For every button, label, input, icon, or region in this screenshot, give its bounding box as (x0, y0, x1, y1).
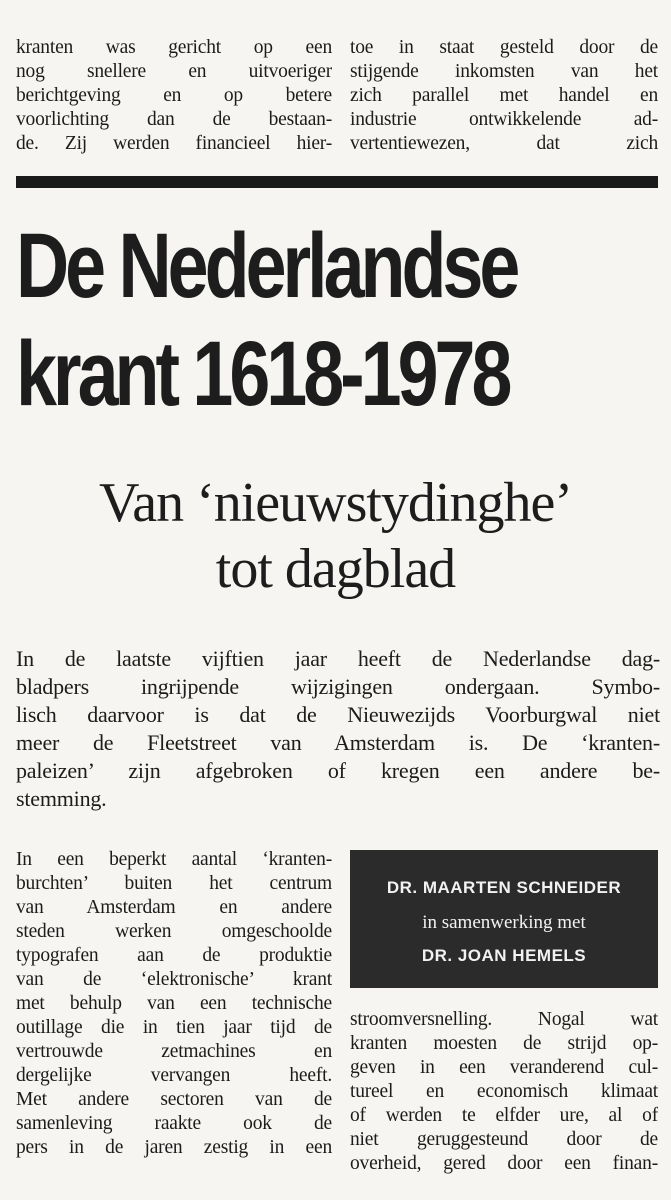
text-line: pers in de jaren zestig in een (16, 1137, 332, 1158)
text-line: voorlichting dan de bestaan- (16, 109, 332, 130)
subheadline-line-1: Van ‘nieuwstydinghe’ (98, 472, 572, 534)
co-author-name: DR. JOAN HEMELS (421, 946, 587, 965)
text-line: stroomversnelling. Nogal wat (350, 1009, 658, 1030)
intro-line: meer de Fleetstreet van Amsterdam is. De ‘kranten- (16, 730, 660, 755)
bottom-right-column (350, 1008, 658, 1176)
byline-box (350, 850, 658, 988)
bottom-left-column (16, 848, 332, 1160)
text-line: industrie ontwikkelende ad- (350, 109, 658, 130)
text-line: typografen aan de produktie (16, 945, 332, 966)
text-line: dergelijke vervangen heeft. (16, 1065, 332, 1086)
text-line: In een beperkt aantal ‘kranten- (16, 849, 332, 870)
intro-line: stemming. (16, 786, 107, 811)
collaboration-note: in samenwerking met (422, 912, 586, 933)
text-line: van Amsterdam en andere (16, 897, 332, 918)
text-line: kranten moesten de strijd op- (350, 1033, 658, 1054)
author-name: DR. MAARTEN SCHNEIDER (386, 878, 622, 897)
text-line: zich parallel met handel en (350, 85, 658, 106)
top-left-column (16, 36, 332, 156)
text-line: de. Zij werden financieel hier- (16, 133, 332, 154)
text-line: steden werken omgeschoolde (16, 921, 332, 942)
text-line: stijgende inkomsten van het (350, 61, 658, 82)
text-line: van de ‘elektronische’ krant (16, 969, 332, 990)
intro-line: bladpers ingrijpende wijzigingen ondergaan. Symbo- (16, 674, 660, 699)
subheadline-line-2: tot dagblad (215, 538, 456, 600)
intro-line: paleizen’ zijn afgebroken of kregen een andere be- (16, 758, 660, 783)
text-line: Met andere sectoren van de (16, 1089, 332, 1110)
text-line: toe in staat gesteld door de (350, 37, 658, 58)
text-line: met behulp van een technische (16, 993, 332, 1014)
text-line: burchten’ buiten het centrum (16, 873, 332, 894)
headline-line-1: De Nederlandse (16, 215, 517, 317)
intro-line: In de laatste vijftien jaar heeft de Nederlandse dag- (16, 646, 660, 671)
section-divider (16, 176, 658, 188)
top-right-column (350, 36, 658, 156)
headline-line-2: krant 1618-1978 (16, 323, 509, 425)
text-line: kranten was gericht op een (16, 37, 332, 58)
intro-line: lisch daarvoor is dat de Nieuwezijds Voorburgwal niet (16, 702, 660, 727)
intro-paragraph (16, 645, 660, 813)
text-line: tureel en economisch klimaat (350, 1081, 658, 1102)
text-line: samenleving raakte ook de (16, 1113, 332, 1134)
text-line: vertrouwde zetmachines en (16, 1041, 332, 1062)
text-line: of werden te elfder ure, al of (350, 1105, 658, 1126)
text-line: overheid, gered door een finan- (350, 1153, 658, 1174)
headline (16, 212, 532, 428)
text-line: niet geruggesteund door de (350, 1129, 658, 1150)
text-line: vertentiewezen, dat zich (350, 133, 658, 154)
text-line: nog snellere en uitvoeriger (16, 61, 332, 82)
subheadline (0, 470, 671, 602)
text-line: outillage die in tien jaar tijd de (16, 1017, 332, 1038)
text-line: berichtgeving en op betere (16, 85, 332, 106)
text-line: geven in een veranderend cul- (350, 1057, 658, 1078)
